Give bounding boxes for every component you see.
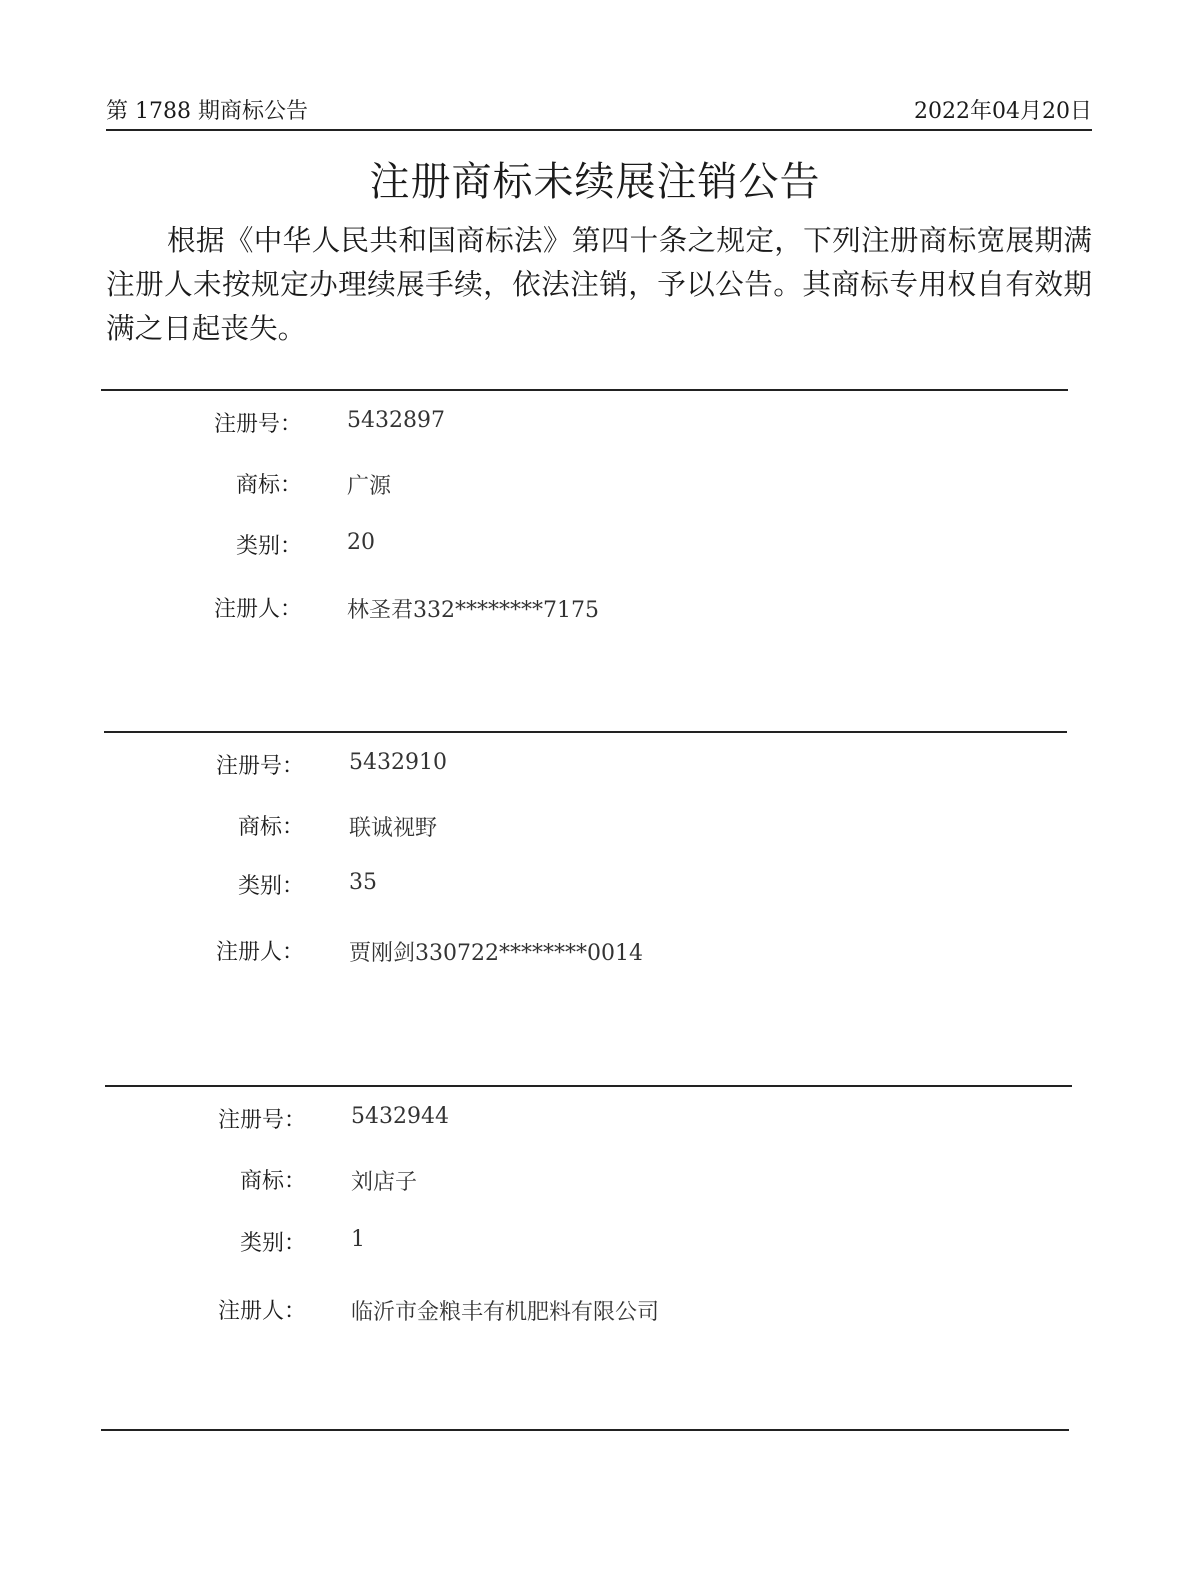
registrant-label: 注册人： (217, 1299, 306, 1324)
entry-divider (105, 1085, 1072, 1087)
reg-no-label: 注册号： (217, 1108, 306, 1133)
page-title: 注册商标未续展注销公告 (369, 159, 821, 205)
mark-value: 刘店子 (351, 1170, 418, 1195)
registrant-value: 林圣君332********7175 (347, 598, 599, 623)
class-label: 类别： (235, 534, 302, 559)
entry-divider (101, 389, 1068, 391)
reg-no-label: 注册号： (213, 412, 302, 437)
mark-label: 商标： (239, 1169, 306, 1194)
registrant-value: 贾刚剑330722********0014 (349, 941, 643, 966)
registrant-label: 注册人： (215, 940, 304, 965)
page-header (106, 94, 1092, 125)
mark-value: 联诚视野 (349, 816, 438, 841)
reg-no-value: 5432910 (349, 750, 447, 775)
mark-label: 商标： (237, 815, 304, 840)
bottom-divider (101, 1429, 1069, 1431)
issue-date: 2022年04月20日 (914, 99, 1092, 124)
reg-no-value: 5432944 (351, 1104, 449, 1129)
class-value: 1 (351, 1227, 365, 1252)
entry-divider (104, 731, 1067, 733)
mark-value: 广源 (347, 474, 392, 499)
mark-label: 商标： (235, 473, 302, 498)
reg-no-label: 注册号： (215, 754, 304, 779)
header-divider (106, 129, 1092, 131)
intro-paragraph: 根据《中华人民共和国商标法》第四十条之规定，下列注册商标宽展期满注册人未按规定办理续展手续，依法注销，予以公告。其商标专用权自有效期满之日起丧失。 (106, 223, 1092, 345)
class-value: 35 (349, 870, 377, 895)
class-label: 类别： (237, 874, 304, 899)
class-value: 20 (347, 530, 375, 555)
registrant-value: 临沂市金粮丰有机肥料有限公司 (351, 1300, 660, 1325)
issue-number: 第 1788 期商标公告 (106, 99, 308, 124)
registrant-label: 注册人： (213, 597, 302, 622)
class-label: 类别： (239, 1231, 306, 1256)
reg-no-value: 5432897 (347, 408, 445, 433)
